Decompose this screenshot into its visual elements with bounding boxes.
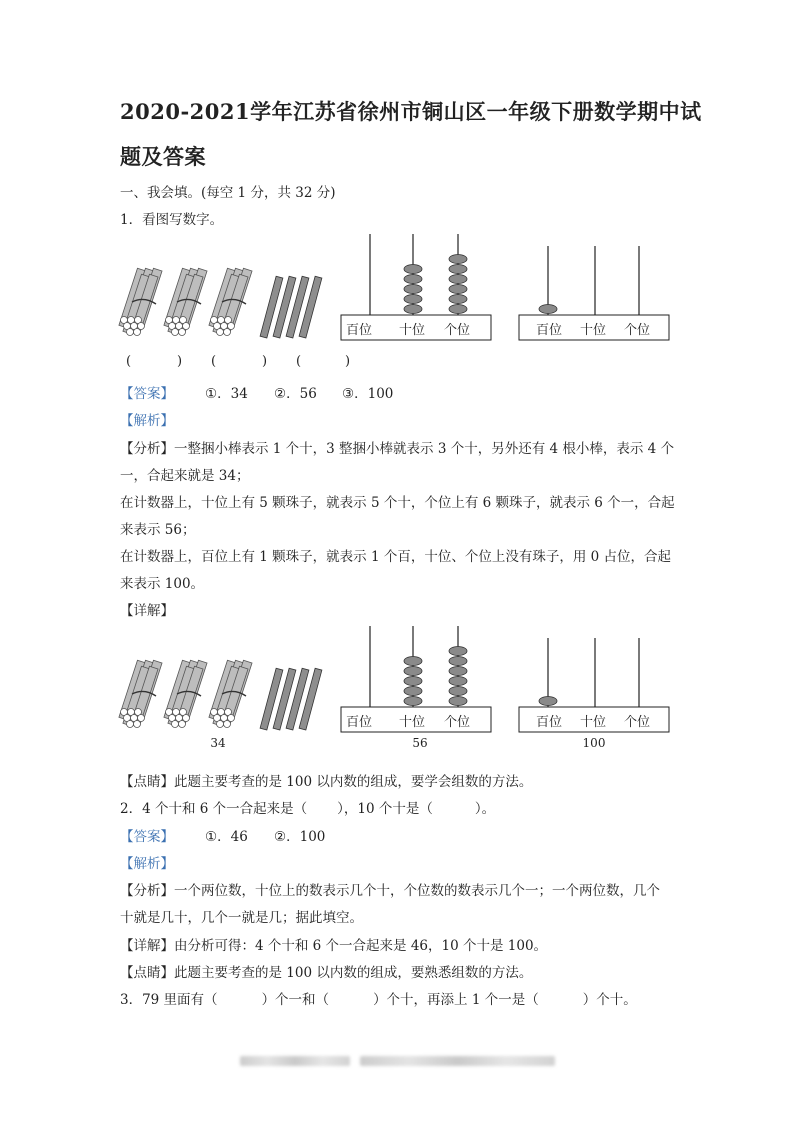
figure-caption-34: 34 [210,736,226,750]
answer-blank-1-close: ) [177,354,183,369]
place-label-ones: 个位 [444,715,471,730]
question-3-part4: ）个十。 [582,992,637,1008]
document-title-line1: 2020-2021学年江苏省徐州市铜山区一年级下册数学期中试 [120,99,702,124]
question-3-part2: ）个一和（ [261,992,330,1008]
beads-tens [404,265,422,314]
comment-q2: 【点睛】此题主要考查的是 100 以内数的组成，要熟悉组数的方法。 [120,965,533,981]
question-2-part3: ）。 [474,801,496,817]
answer-blank-3-open: ( [296,354,302,369]
answer-1: ①．34 [205,386,248,402]
answer-3: ③．100 [342,386,394,402]
question-3-part3: ）个十，再添上 1 个一是（ [373,992,539,1008]
stick-bundle-icon [209,660,252,727]
figure-caption-100: 100 [582,736,606,750]
question-1: 1．看图写数字。 [120,212,224,228]
analysis-line: 在计数器上，百位上有 1 颗珠子，就表示 1 个百，十位、个位上没有珠子，用 0 占位，合起 [120,549,672,565]
place-label-hundreds: 百位 [346,715,373,730]
place-label-tens: 十位 [580,715,607,730]
single-sticks [260,276,322,338]
figure-detail-1 [118,624,678,749]
answer-blank-2-open: ( [211,354,217,369]
place-label-hundreds: 百位 [536,323,563,338]
stick-bundle-icon [119,660,162,727]
analysis-line: 十就是几十，几个一就是几；据此填空。 [120,910,363,926]
answer-label: 【答案】 [120,386,174,402]
blurred-footer-watermark [360,1056,555,1066]
place-label-tens: 十位 [399,715,426,730]
question-2 [120,797,495,817]
analysis-line: 来表示 56； [120,522,196,538]
analysis-line: 一，合起来就是 34； [120,468,250,484]
question-2-part2: ），10 个十是（ [337,801,433,817]
place-label-ones: 个位 [624,715,651,730]
answer-blank-2-close: ) [262,354,268,369]
detail-q2: 【详解】由分析可得：4 个十和 6 个一合起来是 46，10 个十是 100。 [120,938,548,954]
figure-caption-56: 56 [412,736,428,750]
place-label-tens: 十位 [399,323,426,338]
stick-bundle-icon [119,268,162,335]
question-3 [120,988,637,1008]
analysis-line: 【分析】一个两位数，十位上的数表示几个十，个位数的数表示几个一；一个两位数，几个 [120,883,660,899]
place-label-ones: 个位 [444,323,471,338]
analysis-line: 在计数器上，十位上有 5 颗珠子，就表示 5 个十，个位上有 6 颗珠子，就表示 6 个一，合起 [120,495,675,511]
analysis-line: 【分析】一整捆小棒表示 1 个十，3 整捆小棒就表示 3 个十，另外还有 4 根小棒，表示 4 个 [120,441,675,457]
stick-bundle-icon [209,268,252,335]
answer-label: 【答案】 [120,829,174,845]
bead-hundreds [539,305,557,314]
question-3-part1: 3．79 里面有（ [120,992,218,1008]
question-2-part1: 2．4 个十和 6 个一合起来是（ [120,801,308,817]
answer-blank-1-open: ( [126,354,132,369]
detail-label: 【详解】 [120,603,174,619]
answer-blank-3-close: ) [345,354,351,369]
stick-bundle-icon [164,268,207,335]
figure-question-1 [118,232,678,347]
place-label-ones: 个位 [624,323,651,338]
stick-bundle-icon [164,660,207,727]
section-heading: 一、我会填。(每空 1 分，共 32 分) [120,185,336,201]
place-label-hundreds: 百位 [536,715,563,730]
place-label-hundreds: 百位 [346,323,373,338]
blurred-footer-watermark [240,1056,350,1066]
answer-2: ②．100 [274,829,326,845]
place-label-tens: 十位 [580,323,607,338]
document-title-line2: 题及答案 [120,144,206,169]
analysis-label: 【解析】 [120,856,174,872]
answer-2: ②．56 [274,386,317,402]
analysis-line: 来表示 100。 [120,576,205,592]
single-sticks [260,668,322,730]
analysis-label: 【解析】 [120,413,174,429]
answer-1: ①．46 [205,829,248,845]
comment-q1: 【点睛】此题主要考查的是 100 以内数的组成，要学会组数的方法。 [120,774,533,790]
